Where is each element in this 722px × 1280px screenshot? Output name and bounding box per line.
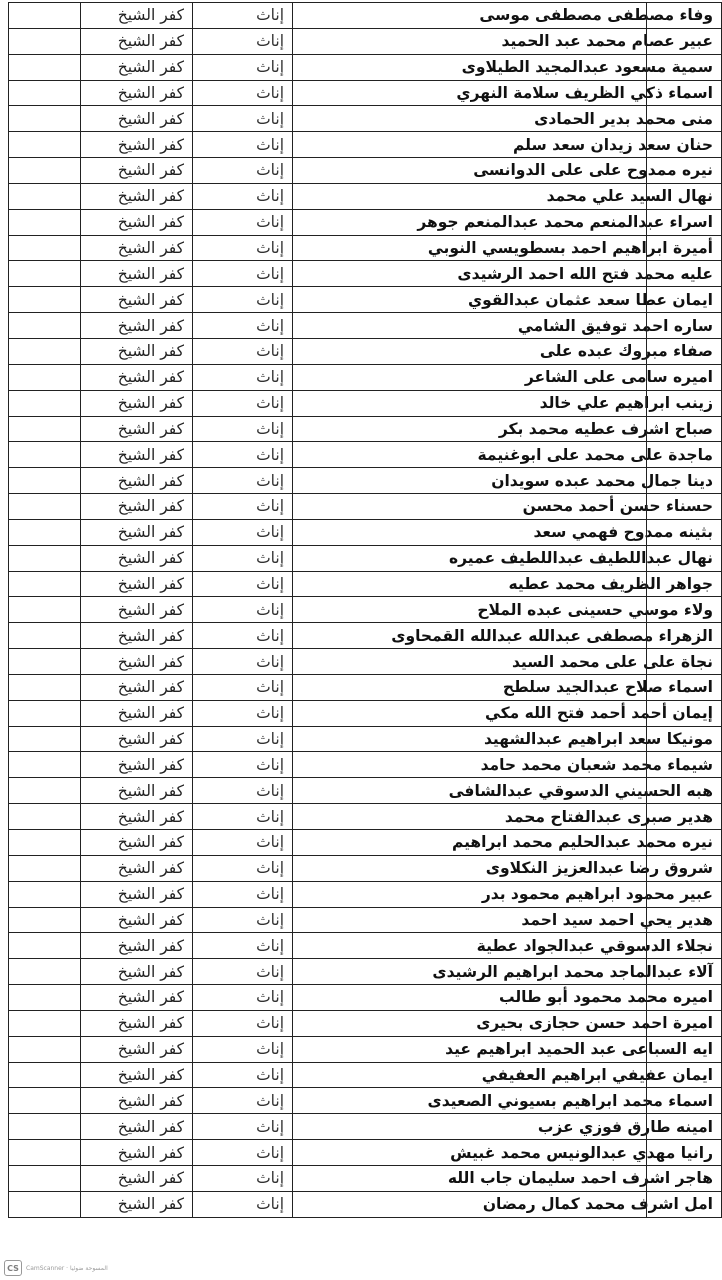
blank-margin-cell [9, 778, 81, 804]
gender-cell: إناث [193, 752, 293, 778]
name-cell: حسناء حسن أحمد محسن [293, 494, 722, 520]
governorate-cell: كفر الشيخ [81, 726, 193, 752]
name-cell: رانيا مهدي عبدالونيس محمد غبيش [293, 1140, 722, 1166]
blank-margin-cell [9, 700, 81, 726]
name-cell: بثينه ممدوح فهمي سعد [293, 519, 722, 545]
name-cell: آلاء عبدالماجد محمد ابراهيم الرشيدى [293, 959, 722, 985]
name-cell: نيره محمد عبدالحليم محمد ابراهيم [293, 830, 722, 856]
table-row [9, 519, 722, 545]
blank-margin-cell [9, 158, 81, 184]
blank-margin-cell [9, 54, 81, 80]
table-row [9, 778, 722, 804]
name-cell: أميرة ابراهيم احمد بسطويسي النوبي [293, 235, 722, 261]
name-cell: صباح اشرف عطيه محمد بكر [293, 416, 722, 442]
gender-cell: إناث [193, 183, 293, 209]
governorate-cell: كفر الشيخ [81, 261, 193, 287]
gender-cell: إناث [193, 649, 293, 675]
name-cell: هدير يحي احمد سيد احمد [293, 907, 722, 933]
gender-cell: إناث [193, 1088, 293, 1114]
name-cell: امينه طارق فوزي عزب [293, 1114, 722, 1140]
blank-margin-cell [9, 313, 81, 339]
governorate-cell: كفر الشيخ [81, 1062, 193, 1088]
table-row [9, 313, 722, 339]
gender-cell: إناث [193, 313, 293, 339]
governorate-cell: كفر الشيخ [81, 1114, 193, 1140]
table-row [9, 468, 722, 494]
gender-cell: إناث [193, 235, 293, 261]
blank-margin-cell [9, 3, 81, 29]
blank-margin-cell [9, 364, 81, 390]
table-row [9, 1036, 722, 1062]
blank-margin-cell [9, 1191, 81, 1217]
table-row [9, 442, 722, 468]
governorate-cell: كفر الشيخ [81, 209, 193, 235]
blank-margin-cell [9, 855, 81, 881]
name-cell: هدير صبرى عبدالفتاح محمد [293, 804, 722, 830]
gender-cell: إناث [193, 1114, 293, 1140]
name-cell: ايمان عفيفي ابراهيم العفيفي [293, 1062, 722, 1088]
gender-cell: إناث [193, 209, 293, 235]
governorate-cell: كفر الشيخ [81, 804, 193, 830]
table-row [9, 132, 722, 158]
table-row [9, 1114, 722, 1140]
gender-cell: إناث [193, 1062, 293, 1088]
governorate-cell: كفر الشيخ [81, 933, 193, 959]
scanner-watermark [4, 1260, 108, 1276]
gender-cell: إناث [193, 468, 293, 494]
table-row [9, 54, 722, 80]
name-cell: حنان سعد زيدان سعد سلم [293, 132, 722, 158]
governorate-cell: كفر الشيخ [81, 442, 193, 468]
governorate-cell: كفر الشيخ [81, 1140, 193, 1166]
governorate-cell: كفر الشيخ [81, 545, 193, 571]
table-row [9, 183, 722, 209]
governorate-cell: كفر الشيخ [81, 959, 193, 985]
blank-margin-cell [9, 674, 81, 700]
gender-cell: إناث [193, 287, 293, 313]
table-row [9, 28, 722, 54]
blank-margin-cell [9, 933, 81, 959]
table-row [9, 881, 722, 907]
name-cell: اسماء صلاح عبدالجيد سلطح [293, 674, 722, 700]
table-row [9, 830, 722, 856]
governorate-cell: كفر الشيخ [81, 106, 193, 132]
name-cell: ساره احمد توفيق الشامي [293, 313, 722, 339]
governorate-cell: كفر الشيخ [81, 649, 193, 675]
blank-margin-cell [9, 649, 81, 675]
table-row [9, 1191, 722, 1217]
table-row [9, 597, 722, 623]
blank-margin-cell [9, 597, 81, 623]
governorate-cell: كفر الشيخ [81, 881, 193, 907]
name-cell: عبير محمود ابراهيم محمود بدر [293, 881, 722, 907]
table-row [9, 364, 722, 390]
table-row [9, 1140, 722, 1166]
gender-cell: إناث [193, 726, 293, 752]
governorate-cell: كفر الشيخ [81, 390, 193, 416]
governorate-cell: كفر الشيخ [81, 752, 193, 778]
gender-cell: إناث [193, 28, 293, 54]
governorate-cell: كفر الشيخ [81, 907, 193, 933]
blank-margin-cell [9, 519, 81, 545]
blank-margin-cell [9, 468, 81, 494]
name-cell: صفاء مبروك عبده على [293, 338, 722, 364]
name-cell: اميره سامى على الشاعر [293, 364, 722, 390]
table-row [9, 235, 722, 261]
name-cell: سمية مسعود عبدالمجيد الطيلاوى [293, 54, 722, 80]
governorate-cell: كفر الشيخ [81, 519, 193, 545]
table-row [9, 545, 722, 571]
name-cell: اسماء ذكي الظريف سلامة النهري [293, 80, 722, 106]
table-row [9, 338, 722, 364]
governorate-cell: كفر الشيخ [81, 338, 193, 364]
governorate-cell: كفر الشيخ [81, 1191, 193, 1217]
governorate-cell: كفر الشيخ [81, 416, 193, 442]
table-row [9, 623, 722, 649]
table-row [9, 959, 722, 985]
gender-cell: إناث [193, 1191, 293, 1217]
table-row [9, 726, 722, 752]
name-cell: مونيكا سعد ابراهيم عبدالشهيد [293, 726, 722, 752]
table-row [9, 106, 722, 132]
gender-cell: إناث [193, 519, 293, 545]
blank-margin-cell [9, 830, 81, 856]
name-cell: دينا جمال محمد عبده سويدان [293, 468, 722, 494]
name-cell: اميرة احمد حسن حجازى بحيرى [293, 1010, 722, 1036]
blank-margin-cell [9, 28, 81, 54]
gender-cell: إناث [193, 338, 293, 364]
governorate-cell: كفر الشيخ [81, 183, 193, 209]
table-row [9, 674, 722, 700]
blank-margin-cell [9, 985, 81, 1011]
governorate-cell: كفر الشيخ [81, 364, 193, 390]
blank-margin-cell [9, 1062, 81, 1088]
name-cell: ماجدة على محمد على ابوغنيمة [293, 442, 722, 468]
governorate-cell: كفر الشيخ [81, 3, 193, 29]
name-cell: نهال السيد علي محمد [293, 183, 722, 209]
table-row [9, 1165, 722, 1191]
name-cell: ايه السباعى عبد الحميد ابراهيم عيد [293, 1036, 722, 1062]
governorate-cell: كفر الشيخ [81, 830, 193, 856]
blank-margin-cell [9, 390, 81, 416]
name-cell: اسراء عبدالمنعم محمد عبدالمنعم جوهر [293, 209, 722, 235]
blank-margin-cell [9, 132, 81, 158]
governorate-cell: كفر الشيخ [81, 1165, 193, 1191]
blank-margin-cell [9, 1114, 81, 1140]
camscanner-logo-icon: CS [4, 1260, 22, 1276]
gender-cell: إناث [193, 804, 293, 830]
name-cell: زينب ابراهيم علي خالد [293, 390, 722, 416]
blank-margin-cell [9, 1036, 81, 1062]
gender-cell: إناث [193, 985, 293, 1011]
table-row [9, 700, 722, 726]
name-cell: نجاة على على محمد السيد [293, 649, 722, 675]
gender-cell: إناث [193, 674, 293, 700]
gender-cell: إناث [193, 959, 293, 985]
gender-cell: إناث [193, 54, 293, 80]
name-cell: إيمان أحمد أحمد فتح الله مكي [293, 700, 722, 726]
table-row [9, 261, 722, 287]
governorate-cell: كفر الشيخ [81, 571, 193, 597]
gender-cell: إناث [193, 933, 293, 959]
governorate-cell: كفر الشيخ [81, 1010, 193, 1036]
blank-margin-cell [9, 752, 81, 778]
governorate-cell: كفر الشيخ [81, 54, 193, 80]
governorate-cell: كفر الشيخ [81, 468, 193, 494]
governorate-cell: كفر الشيخ [81, 700, 193, 726]
blank-margin-cell [9, 1010, 81, 1036]
blank-margin-cell [9, 80, 81, 106]
governorate-cell: كفر الشيخ [81, 1036, 193, 1062]
blank-margin-cell [9, 106, 81, 132]
gender-cell: إناث [193, 416, 293, 442]
gender-cell: إناث [193, 545, 293, 571]
blank-margin-cell [9, 959, 81, 985]
blank-margin-cell [9, 571, 81, 597]
name-cell: ولاء موسي حسينى عبده الملاح [293, 597, 722, 623]
table-row [9, 1062, 722, 1088]
governorate-cell: كفر الشيخ [81, 623, 193, 649]
table-row [9, 933, 722, 959]
table-row [9, 985, 722, 1011]
blank-margin-cell [9, 726, 81, 752]
name-cell: عليه محمد فتح الله احمد الرشيدى [293, 261, 722, 287]
name-cell: منى محمد بدير الحمادى [293, 106, 722, 132]
table-row [9, 1088, 722, 1114]
blank-margin-cell [9, 494, 81, 520]
table-row [9, 3, 722, 29]
name-cell: عبير عصام محمد عبد الحميد [293, 28, 722, 54]
right-margin-column [646, 2, 668, 1218]
gender-cell: إناث [193, 132, 293, 158]
name-cell: اسماء محمد ابراهيم بسيوني الصعيدى [293, 1088, 722, 1114]
blank-margin-cell [9, 1088, 81, 1114]
gender-cell: إناث [193, 597, 293, 623]
blank-margin-cell [9, 287, 81, 313]
governorate-cell: كفر الشيخ [81, 597, 193, 623]
table-row [9, 209, 722, 235]
governorate-cell: كفر الشيخ [81, 1088, 193, 1114]
gender-cell: إناث [193, 3, 293, 29]
name-cell: نهال عبداللطيف عبداللطيف عميره [293, 545, 722, 571]
blank-margin-cell [9, 804, 81, 830]
name-cell: شروق رضا عبدالعزيز النكلاوى [293, 855, 722, 881]
governorate-cell: كفر الشيخ [81, 132, 193, 158]
name-cell: هاجر اشرف احمد سليمان جاب الله [293, 1165, 722, 1191]
table-row [9, 158, 722, 184]
blank-margin-cell [9, 338, 81, 364]
blank-margin-cell [9, 416, 81, 442]
name-cell: جواهر الظريف محمد عطيه [293, 571, 722, 597]
scanned-document-page [6, 2, 713, 1220]
blank-margin-cell [9, 881, 81, 907]
table-row [9, 80, 722, 106]
name-cell: وفاء مصطفى مصطفى موسى [293, 3, 722, 29]
gender-cell: إناث [193, 494, 293, 520]
roster-table-body [9, 3, 722, 1218]
name-cell: ايمان عطا سعد عثمان عبدالقوي [293, 287, 722, 313]
governorate-cell: كفر الشيخ [81, 313, 193, 339]
blank-margin-cell [9, 623, 81, 649]
table-row [9, 804, 722, 830]
blank-margin-cell [9, 235, 81, 261]
gender-cell: إناث [193, 364, 293, 390]
gender-cell: إناث [193, 700, 293, 726]
governorate-cell: كفر الشيخ [81, 28, 193, 54]
governorate-cell: كفر الشيخ [81, 235, 193, 261]
table-row [9, 571, 722, 597]
name-cell: نجلاء الدسوقي عبدالجواد عطية [293, 933, 722, 959]
governorate-cell: كفر الشيخ [81, 855, 193, 881]
gender-cell: إناث [193, 623, 293, 649]
gender-cell: إناث [193, 571, 293, 597]
table-row [9, 855, 722, 881]
table-row [9, 649, 722, 675]
gender-cell: إناث [193, 830, 293, 856]
governorate-cell: كفر الشيخ [81, 778, 193, 804]
table-row [9, 287, 722, 313]
blank-margin-cell [9, 183, 81, 209]
gender-cell: إناث [193, 261, 293, 287]
gender-cell: إناث [193, 907, 293, 933]
table-row [9, 1010, 722, 1036]
gender-cell: إناث [193, 855, 293, 881]
table-row [9, 390, 722, 416]
gender-cell: إناث [193, 80, 293, 106]
gender-cell: إناث [193, 778, 293, 804]
gender-cell: إناث [193, 390, 293, 416]
governorate-cell: كفر الشيخ [81, 158, 193, 184]
gender-cell: إناث [193, 106, 293, 132]
blank-margin-cell [9, 545, 81, 571]
name-cell: الزهراء مصطفى عبدالله عبدالله القمحاوى [293, 623, 722, 649]
name-cell: شيماء محمد شعبان محمد حامد [293, 752, 722, 778]
table-row [9, 907, 722, 933]
name-cell: امل اشرف محمد كمال رمضان [293, 1191, 722, 1217]
name-cell: هبه الحسيني الدسوقي عبدالشافى [293, 778, 722, 804]
gender-cell: إناث [193, 158, 293, 184]
gender-cell: إناث [193, 1165, 293, 1191]
blank-margin-cell [9, 1165, 81, 1191]
gender-cell: إناث [193, 442, 293, 468]
roster-table [8, 2, 722, 1218]
blank-margin-cell [9, 907, 81, 933]
watermark-text: CamScanner · المسوحة ضوئيا [26, 1264, 108, 1272]
gender-cell: إناث [193, 881, 293, 907]
blank-margin-cell [9, 209, 81, 235]
governorate-cell: كفر الشيخ [81, 985, 193, 1011]
table-row [9, 752, 722, 778]
governorate-cell: كفر الشيخ [81, 287, 193, 313]
gender-cell: إناث [193, 1140, 293, 1166]
table-row [9, 494, 722, 520]
governorate-cell: كفر الشيخ [81, 494, 193, 520]
name-cell: نيره ممدوح على على الدوانسى [293, 158, 722, 184]
blank-margin-cell [9, 261, 81, 287]
name-cell: اميره محمد محمود أبو طالب [293, 985, 722, 1011]
gender-cell: إناث [193, 1036, 293, 1062]
governorate-cell: كفر الشيخ [81, 80, 193, 106]
table-row [9, 416, 722, 442]
blank-margin-cell [9, 442, 81, 468]
gender-cell: إناث [193, 1010, 293, 1036]
blank-margin-cell [9, 1140, 81, 1166]
governorate-cell: كفر الشيخ [81, 674, 193, 700]
